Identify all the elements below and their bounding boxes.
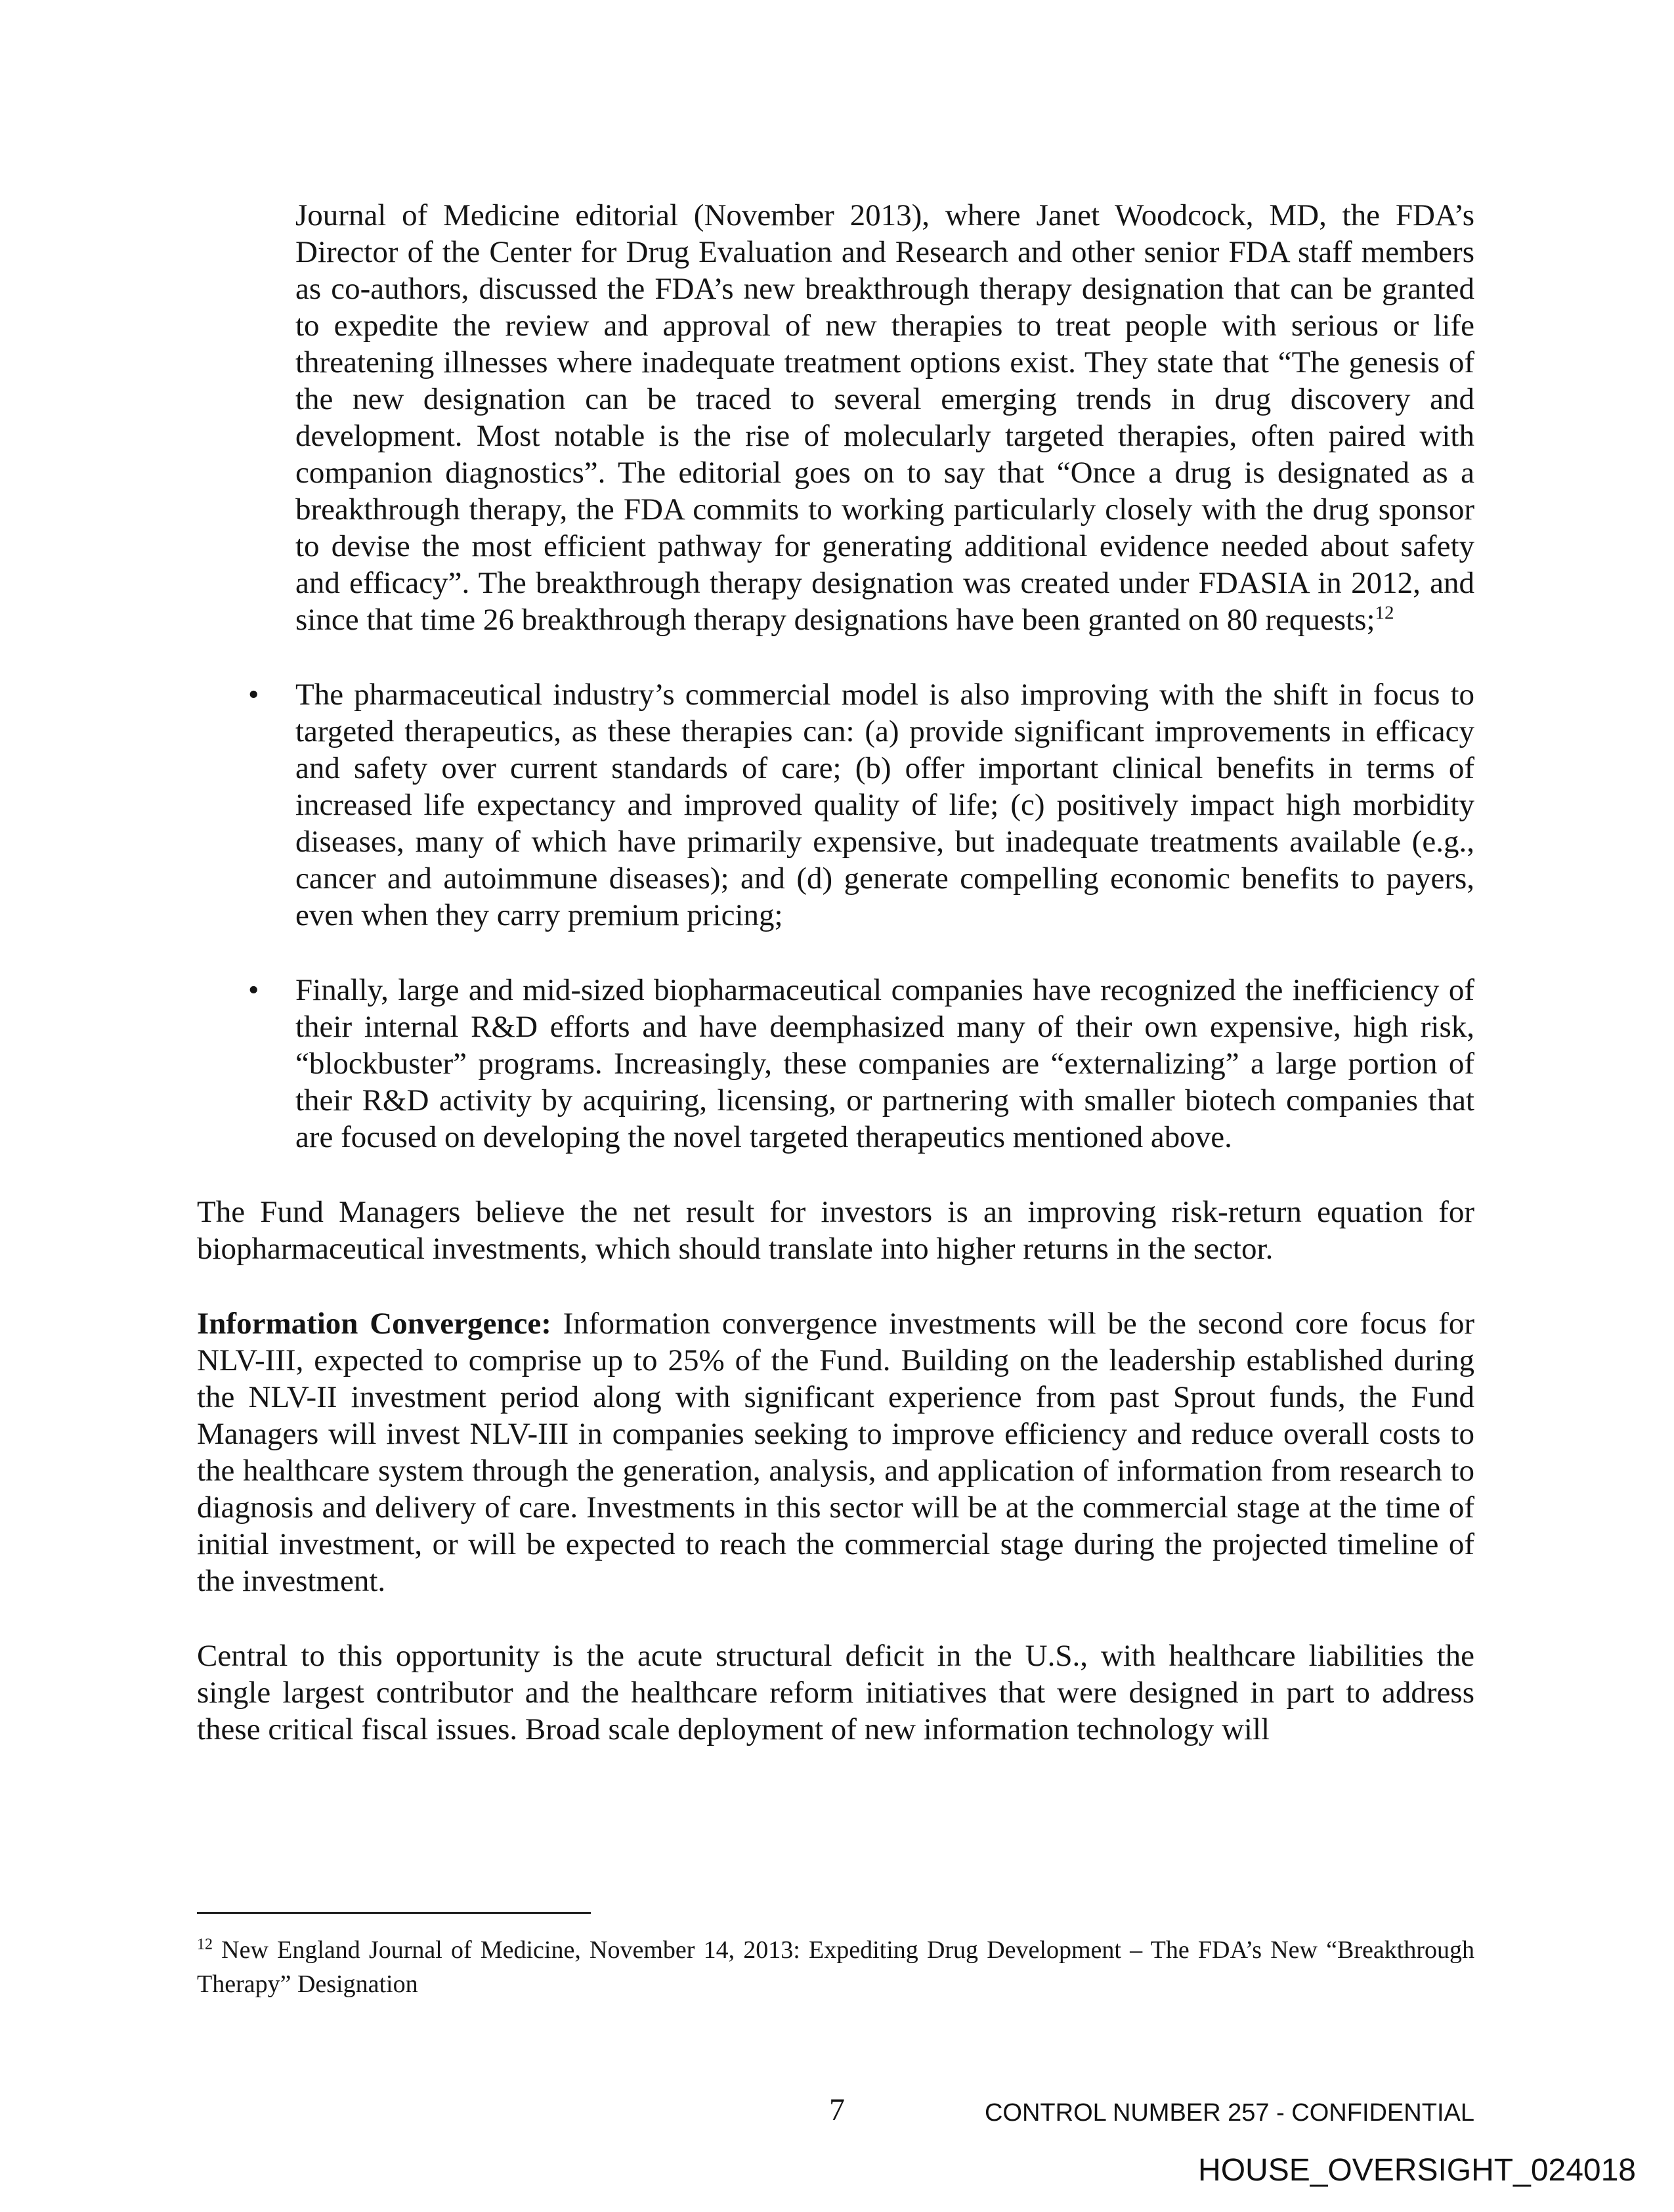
paragraph-continuation (295, 197, 1474, 638)
bullet-text: The pharmaceutical industry’s commercial model is also improving with the shift in focus to targeted therapeutics, as these therapies can: (a) provide significant improvements in efficacy and safety over current standards of care; (b) offer important clinical benefits in terms of increased life expectancy and improved quality of life; (c) positively impact high morbidity diseases, many of which have primarily expensive, but inadequate treatments available (e.g., cancer and autoimmune diseases); and (d) generate compelling economic benefits to payers, even when they carry premium pricing; (295, 678, 1474, 932)
bates-stamp: HOUSE_OVERSIGHT_024018 (1198, 2153, 1636, 2188)
footnote-reference: 12 (1375, 602, 1394, 624)
paragraph-text: The Fund Managers believe the net result for investors is an improving risk-return equation for biopharmaceutical investments, which should translate into higher returns in the sector. (197, 1195, 1474, 1266)
paragraph-text: Information convergence investments will be the second core focus for NLV-III, expected to comprise up to 25% of the Fund. Building on the leadership established during the NLV-II investment period along with significant experience from past Sprout funds, the Fund Managers will invest NLV-III in companies seeking to improve efficiency and reduce overall costs to the healthcare system through the generation, analysis, and application of information from research to diagnosis and delivery of care. Investments in this sector will be at the commercial stage at the time of initial investment, or will be expected to reach the commercial stage during the projected timeline of the investment. (197, 1307, 1474, 1598)
bullet-item-commercial-model (248, 676, 1474, 934)
footnote-divider (197, 1912, 591, 1914)
footnote (197, 1933, 1474, 2001)
paragraph-text: Central to this opportunity is the acute structural deficit in the U.S., with healthcare liabilities the single largest contributor and the healthcare reform initiatives that were designed in part to address these critical fiscal issues. Broad scale deployment of new information technology will (197, 1639, 1474, 1746)
paragraph-structural-deficit (197, 1637, 1474, 1748)
footnote-number: 12 (197, 1936, 213, 1953)
control-number-confidential-label: CONTROL NUMBER 257 - CONFIDENTIAL (984, 2099, 1474, 2127)
bullet-text: Finally, large and mid-sized biopharmaceutical companies have recognized the inefficiency of their internal R&D efforts and have deemphasized many of their own expensive, high risk, “blockbuster” programs. Increasingly, these companies are “externalizing” a large portion of their R&D activity by acquiring, licensing, or partnering with smaller biotech companies that are focused on developing the novel targeted therapeutics mentioned above. (295, 973, 1474, 1154)
paragraph-text: Journal of Medicine editorial (November 2013), where Janet Woodcock, MD, the FDA’s Director of the Center for Drug Evaluation and Research and other senior FDA staff members as co-authors, discussed the FDA’s new breakthrough therapy designation that can be granted to expedite the review and approval of new therapies to treat people with serious or life threatening illnesses where inadequate treatment options exist. They state that “The genesis of the new designation can be traced to several emerging trends in drug discovery and development. Most notable is the rise of molecularly targeted therapies, often paired with companion diagnostics”. The editorial goes on to say that “Once a drug is designated as a breakthrough therapy, the FDA commits to working particularly closely with the drug sponsor to devise the most efficient pathway for generating additional evidence needed about safety and efficacy”. The breakthrough therapy designation was created under FDASIA in 2012, and since that time 26 breakthrough therapy designations have been granted on 80 requests; (295, 198, 1474, 637)
bullet-icon: • (248, 678, 259, 712)
page-number: 7 (829, 2093, 845, 2127)
bullet-item-externalizing-rd (248, 972, 1474, 1156)
footnote-text: New England Journal of Medicine, November 14, 2013: Expediting Drug Development – The FDA’s New “Breakthrough Therapy” Designation (197, 1936, 1474, 1998)
page-body (197, 197, 1474, 1786)
bullet-icon: • (248, 973, 259, 1007)
paragraph-lead: Information Convergence: (197, 1307, 551, 1341)
paragraph-information-convergence (197, 1305, 1474, 1599)
paragraph-fund-managers (197, 1194, 1474, 1267)
